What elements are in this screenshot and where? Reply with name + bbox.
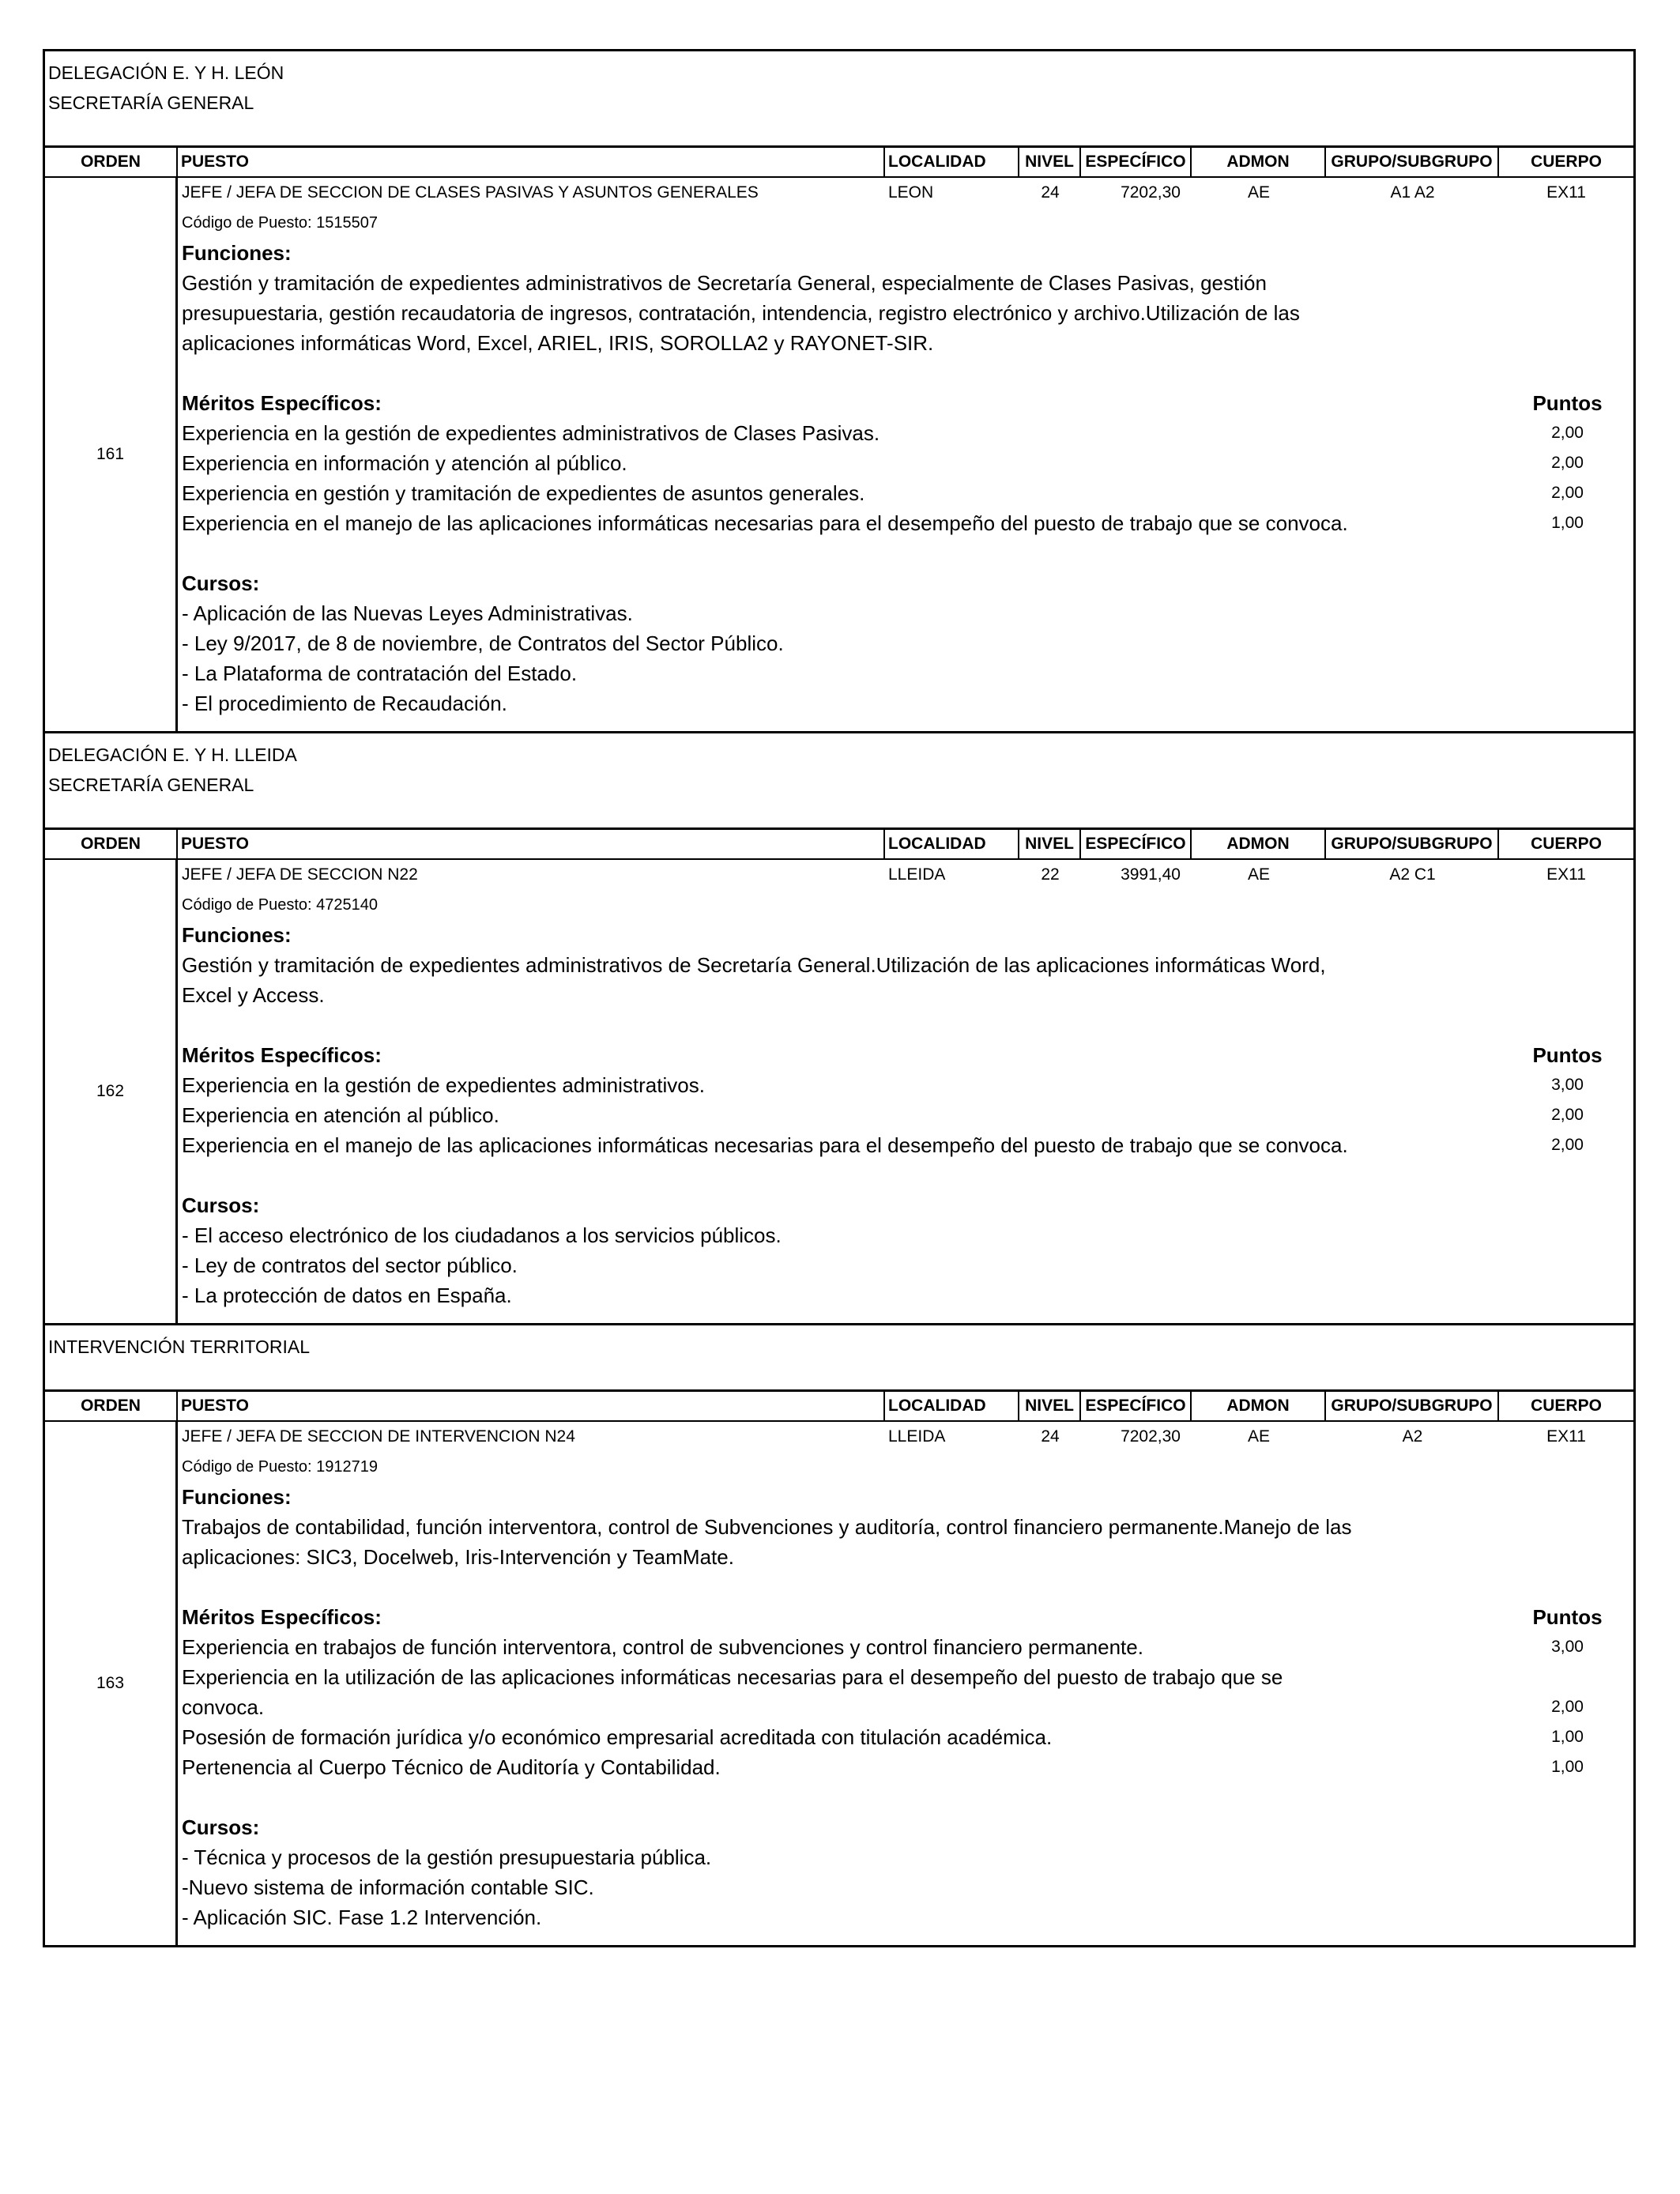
job-grupo: A2: [1402, 1427, 1423, 1446]
merito-line: Experiencia en la gestión de expedientes administrativos.: [182, 1073, 705, 1097]
job-puesto: JEFE / JEFA DE SECCION DE INTERVENCION N24: [182, 1427, 575, 1446]
job-admon: AE: [1247, 183, 1270, 202]
funciones-line: Trabajos de contabilidad, función interventora, control de Subvenciones y auditoría, control financiero permanente.Manejo de las: [182, 1515, 1352, 1539]
merito-item: [182, 1722, 1633, 1752]
job-summary-line: [182, 1422, 1633, 1452]
merito-item: [182, 448, 1633, 478]
merito-text: [182, 1100, 1517, 1130]
job-nivel: 24: [1041, 1427, 1060, 1446]
codigo-puesto: Código de Puesto: 1912719: [182, 1458, 378, 1476]
job-especifico: 7202,30: [1121, 1427, 1181, 1446]
job-grupo: A1 A2: [1390, 183, 1435, 202]
job-grupo: A2 C1: [1389, 865, 1436, 884]
section-title: SECRETARÍA GENERAL: [48, 775, 254, 795]
job-puesto: JEFE / JEFA DE SECCION N22: [182, 865, 418, 884]
column-header-grupo: GRUPO/SUBGRUPO: [1326, 148, 1499, 176]
job-entry: [45, 1422, 1633, 1945]
curso-item: - La Plataforma de contratación del Estado.: [182, 662, 578, 685]
merito-line: Experiencia en trabajos de función interventora, control de subvenciones y control financiero permanente.: [182, 1635, 1143, 1659]
job-entry: [45, 178, 1633, 733]
job-admon: AE: [1247, 1427, 1270, 1446]
job-cuerpo: EX11: [1546, 183, 1586, 202]
section-header: [45, 733, 1633, 830]
merito-item: [182, 1752, 1633, 1782]
merito-puntos: 2,00: [1551, 1106, 1584, 1124]
job-cuerpo: EX11: [1546, 1427, 1586, 1446]
column-header-admon: ADMON: [1192, 830, 1326, 858]
job-details: [178, 178, 1633, 731]
column-header-row: [45, 1392, 1633, 1422]
meritos-header: [182, 388, 1633, 418]
column-header-puesto: PUESTO: [178, 830, 885, 858]
orden-number: 163: [45, 1422, 178, 1945]
curso-item: - El acceso electrónico de los ciudadanos a los servicios públicos.: [182, 1223, 782, 1247]
column-header-nivel: NIVEL: [1019, 830, 1081, 858]
funciones-line: aplicaciones informáticas Word, Excel, ARIEL, IRIS, SOROLLA2 y RAYONET-SIR.: [182, 331, 934, 355]
column-header-grupo: GRUPO/SUBGRUPO: [1326, 830, 1499, 858]
job-localidad: LEON: [888, 183, 934, 202]
merito-text: [182, 448, 1517, 478]
merito-line: Experiencia en el manejo de las aplicaciones informáticas necesarias para el desempeño del puesto de trabajo que se convoca.: [182, 511, 1348, 535]
meritos-heading: Méritos Específicos:: [182, 391, 382, 415]
meritos-heading: Méritos Específicos:: [182, 1605, 382, 1629]
job-entry: [45, 860, 1633, 1325]
meritos-header: [182, 1040, 1633, 1070]
merito-item: [182, 1070, 1633, 1100]
job-nivel: 22: [1041, 865, 1060, 884]
section-title: SECRETARÍA GENERAL: [48, 92, 254, 113]
merito-text: [182, 508, 1517, 538]
funciones-line: Excel y Access.: [182, 983, 325, 1007]
merito-line: convoca.: [182, 1695, 265, 1719]
merito-puntos: 1,00: [1551, 514, 1584, 532]
merito-text: [182, 418, 1517, 448]
funciones-line: aplicaciones: SIC3, Docelweb, Iris-Intervención y TeamMate.: [182, 1545, 734, 1569]
curso-item: - Ley 9/2017, de 8 de noviembre, de Contratos del Sector Público.: [182, 631, 784, 655]
merito-item: [182, 418, 1633, 448]
curso-item: - Técnica y procesos de la gestión presupuestaria pública.: [182, 1845, 712, 1869]
meritos-heading: Méritos Específicos:: [182, 1043, 382, 1067]
curso-item: - Ley de contratos del sector público.: [182, 1253, 518, 1277]
funciones-heading: Funciones:: [182, 923, 292, 947]
merito-puntos: 1,00: [1551, 1728, 1584, 1746]
merito-text: [182, 1130, 1517, 1160]
column-header-especifico: ESPECÍFICO: [1081, 830, 1192, 858]
section-header: [45, 1325, 1633, 1392]
column-header-puesto: PUESTO: [178, 148, 885, 176]
section-header: [45, 51, 1633, 148]
document-table: [43, 49, 1636, 1947]
merito-puntos: 2,00: [1551, 424, 1584, 442]
merito-line: Experiencia en el manejo de las aplicaciones informáticas necesarias para el desempeño del puesto de trabajo que se convoca.: [182, 1133, 1348, 1157]
merito-item: [182, 1130, 1633, 1160]
column-header-grupo: GRUPO/SUBGRUPO: [1326, 1392, 1499, 1420]
curso-item: - Aplicación SIC. Fase 1.2 Intervención.: [182, 1906, 542, 1929]
merito-puntos: 2,00: [1551, 454, 1584, 472]
codigo-puesto: Código de Puesto: 1515507: [182, 214, 378, 232]
merito-text: [182, 1722, 1517, 1752]
job-localidad: LLEIDA: [888, 865, 946, 884]
merito-puntos: 2,00: [1551, 1136, 1584, 1154]
meritos-header: [182, 1602, 1633, 1632]
column-header-especifico: ESPECÍFICO: [1081, 148, 1192, 176]
job-especifico: 3991,40: [1121, 865, 1181, 884]
column-header-localidad: LOCALIDAD: [885, 148, 1019, 176]
merito-item: [182, 1662, 1633, 1722]
column-header-orden: ORDEN: [45, 148, 178, 176]
funciones-heading: Funciones:: [182, 1485, 292, 1509]
merito-text: [182, 478, 1517, 508]
merito-item: [182, 1632, 1633, 1662]
merito-line: Experiencia en información y atención al público.: [182, 451, 627, 475]
merito-puntos: 3,00: [1551, 1638, 1584, 1656]
cursos-heading: Cursos:: [182, 1193, 260, 1217]
merito-puntos: 3,00: [1551, 1076, 1584, 1094]
curso-item: -Nuevo sistema de información contable SIC.: [182, 1875, 594, 1899]
job-especifico: 7202,30: [1121, 183, 1181, 202]
funciones-line: Gestión y tramitación de expedientes administrativos de Secretaría General, especialmente de Clases Pasivas, gestión: [182, 271, 1267, 295]
job-puesto: JEFE / JEFA DE SECCION DE CLASES PASIVAS Y ASUNTOS GENERALES: [182, 183, 759, 202]
job-localidad: LLEIDA: [888, 1427, 946, 1446]
column-header-especifico: ESPECÍFICO: [1081, 1392, 1192, 1420]
merito-item: [182, 478, 1633, 508]
orden-number: 161: [45, 178, 178, 731]
merito-puntos: 1,00: [1551, 1758, 1584, 1776]
curso-item: - El procedimiento de Recaudación.: [182, 692, 507, 715]
section-title: DELEGACIÓN E. Y H. LEÓN: [48, 62, 284, 83]
merito-text: [182, 1632, 1517, 1662]
merito-line: Experiencia en la utilización de las aplicaciones informáticas necesarias para el desempeño del puesto de trabajo que se: [182, 1665, 1283, 1689]
cursos-heading: Cursos:: [182, 1815, 260, 1839]
column-header-cuerpo: CUERPO: [1531, 1397, 1602, 1415]
job-summary-line: [182, 860, 1633, 890]
column-header-admon: ADMON: [1192, 1392, 1326, 1420]
column-header-cuerpo: CUERPO: [1531, 153, 1602, 171]
merito-line: Experiencia en la gestión de expedientes administrativos de Clases Pasivas.: [182, 421, 880, 445]
puntos-heading: Puntos: [1532, 1605, 1603, 1629]
column-header-admon: ADMON: [1192, 148, 1326, 176]
merito-item: [182, 1100, 1633, 1130]
job-nivel: 24: [1041, 183, 1060, 202]
curso-item: - Aplicación de las Nuevas Leyes Administrativas.: [182, 601, 633, 625]
job-summary-line: [182, 178, 1633, 208]
puntos-heading: Puntos: [1532, 1043, 1603, 1067]
funciones-line: presupuestaria, gestión recaudatoria de ingresos, contratación, intendencia, registro electrónico y archivo.Utilización de las: [182, 301, 1300, 325]
merito-text: [182, 1070, 1517, 1100]
column-header-puesto: PUESTO: [178, 1392, 885, 1420]
job-admon: AE: [1247, 865, 1270, 884]
column-header-row: [45, 830, 1633, 860]
section-title: DELEGACIÓN E. Y H. LLEIDA: [48, 745, 297, 765]
merito-text: [182, 1662, 1517, 1722]
column-header-orden: ORDEN: [45, 830, 178, 858]
orden-number: 162: [45, 860, 178, 1323]
column-header-row: [45, 148, 1633, 178]
merito-line: Experiencia en gestión y tramitación de expedientes de asuntos generales.: [182, 481, 865, 505]
codigo-puesto: Código de Puesto: 4725140: [182, 896, 378, 914]
job-details: [178, 860, 1633, 1323]
funciones-line: Gestión y tramitación de expedientes administrativos de Secretaría General.Utilización de las aplicaciones informáticas Word,: [182, 953, 1326, 977]
column-header-localidad: LOCALIDAD: [885, 830, 1019, 858]
column-header-nivel: NIVEL: [1019, 148, 1081, 176]
funciones-heading: Funciones:: [182, 241, 292, 265]
merito-line: Pertenencia al Cuerpo Técnico de Auditoría y Contabilidad.: [182, 1755, 721, 1779]
job-details: [178, 1422, 1633, 1945]
merito-line: Experiencia en atención al público.: [182, 1103, 499, 1127]
puntos-heading: Puntos: [1532, 391, 1603, 415]
cursos-heading: Cursos:: [182, 571, 260, 595]
merito-item: [182, 508, 1633, 538]
column-header-orden: ORDEN: [45, 1392, 178, 1420]
column-header-localidad: LOCALIDAD: [885, 1392, 1019, 1420]
job-cuerpo: EX11: [1546, 865, 1586, 884]
curso-item: - La protección de datos en España.: [182, 1284, 512, 1307]
merito-line: Posesión de formación jurídica y/o económico empresarial acreditada con titulación académica.: [182, 1725, 1053, 1749]
merito-puntos: 2,00: [1551, 484, 1584, 502]
section-title: INTERVENCIÓN TERRITORIAL: [48, 1336, 311, 1357]
merito-puntos: 2,00: [1551, 1698, 1584, 1716]
column-header-cuerpo: CUERPO: [1531, 835, 1602, 853]
column-header-nivel: NIVEL: [1019, 1392, 1081, 1420]
merito-text: [182, 1752, 1517, 1782]
